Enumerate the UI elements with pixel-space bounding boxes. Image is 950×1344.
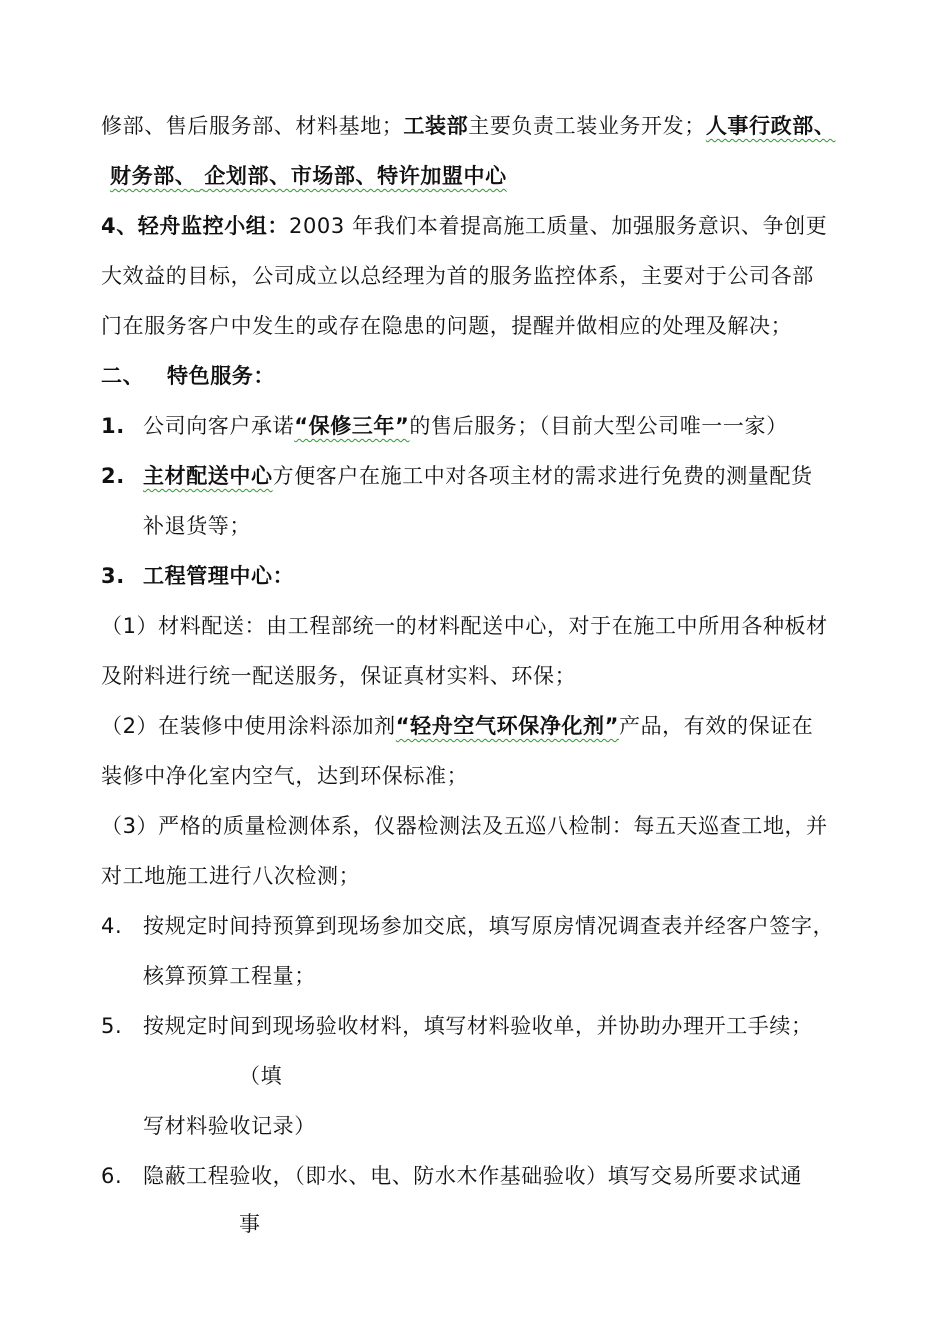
sub-2-quote: “轻舟空气环保净化剂”	[395, 714, 619, 738]
sub-2-line-1	[101, 712, 813, 740]
item-1-text	[143, 412, 788, 440]
item-1-quote: “保修三年”	[294, 414, 410, 438]
sub-1-line-1: （1）材料配送：由工程部统一的材料配送中心，对于在施工中所用各种板材	[101, 614, 828, 638]
dept-list-line-2	[110, 162, 507, 190]
item-5-line-1: 按规定时间到现场验收材料，填写材料验收单，并协助办理开工手续；	[143, 1014, 813, 1038]
item-6-line-1: 隐蔽工程验收，（即水、电、防水木作基础验收）填写交易所要求试通	[143, 1164, 803, 1188]
dept-name-hr: 人事行政部、	[705, 114, 836, 138]
sub-1-line-2: 及附料进行统一配送服务，保证真材实料、环保；	[101, 664, 577, 688]
dept-name-finance: 财务部、	[110, 164, 197, 188]
item-3-title: 工程管理中心：	[143, 564, 295, 588]
item-2-continuation: 补退货等；	[143, 514, 251, 538]
item-2-text	[143, 462, 813, 490]
sub-2-text-a: （2）在装修中使用涂料添加剂	[101, 714, 396, 738]
section-two-number: 二、	[101, 364, 145, 388]
item-4-line-2: 核算预算工程量；	[143, 964, 316, 988]
item-2-text-a: 方便客户在施工中对各项主材的需求进行免费的测量配货	[272, 464, 813, 488]
item-1-number: 1.	[101, 414, 125, 438]
item-1-text-b: 的售后服务；（目前大型公司唯一一家）	[409, 414, 788, 438]
item-4-line-1: 按规定时间持预算到现场参加交底，填写原房情况调查表并经客户签字，	[143, 914, 835, 938]
dept-name-gongzhuang: 工装部	[403, 114, 469, 138]
dept-name-planning: 企划部、市场部、特许加盟中心	[204, 164, 507, 188]
item-2-bold: 主材配送中心	[143, 464, 273, 488]
section-two-title: 特色服务：	[167, 364, 275, 388]
item-3-number: 3.	[101, 564, 125, 588]
section-4-text: 2003 年我们本着提高施工质量、加强服务意识、争创更	[289, 214, 828, 238]
dept-list-line-1	[101, 112, 835, 140]
item-6-number: 6.	[101, 1164, 123, 1188]
section-4-line-3: 门在服务客户中发生的或存在隐患的问题，提醒并做相应的处理及解决；	[101, 314, 793, 338]
sub-2-line-2: 装修中净化室内空气，达到环保标准；	[101, 764, 469, 788]
item-6-line-2: 事	[239, 1212, 261, 1236]
dept-desc: 主要负责工装业务开发；	[468, 114, 706, 138]
item-4-number: 4.	[101, 914, 123, 938]
dept-text: 修部、售后服务部、材料基地；	[101, 114, 404, 138]
sub-2-text-b: 产品，有效的保证在	[618, 714, 814, 738]
item-5-line-2: （填	[239, 1064, 283, 1088]
item-2-number: 2.	[101, 464, 125, 488]
sub-3-line-1: （3）严格的质量检测体系，仪器检测法及五巡八检制：每五天巡查工地，并	[101, 814, 828, 838]
section-4-line-2: 大效益的目标，公司成立以总经理为首的服务监控体系，主要对于公司各部	[101, 264, 814, 288]
section-4-line-1	[101, 212, 827, 240]
item-5-line-3: 写材料验收记录）	[143, 1114, 316, 1138]
item-5-number: 5.	[101, 1014, 123, 1038]
section-4-heading: 4、轻舟监控小组：	[101, 214, 290, 238]
item-1-text-a: 公司向客户承诺	[143, 414, 295, 438]
sub-3-line-2: 对工地施工进行八次检测；	[101, 864, 361, 888]
